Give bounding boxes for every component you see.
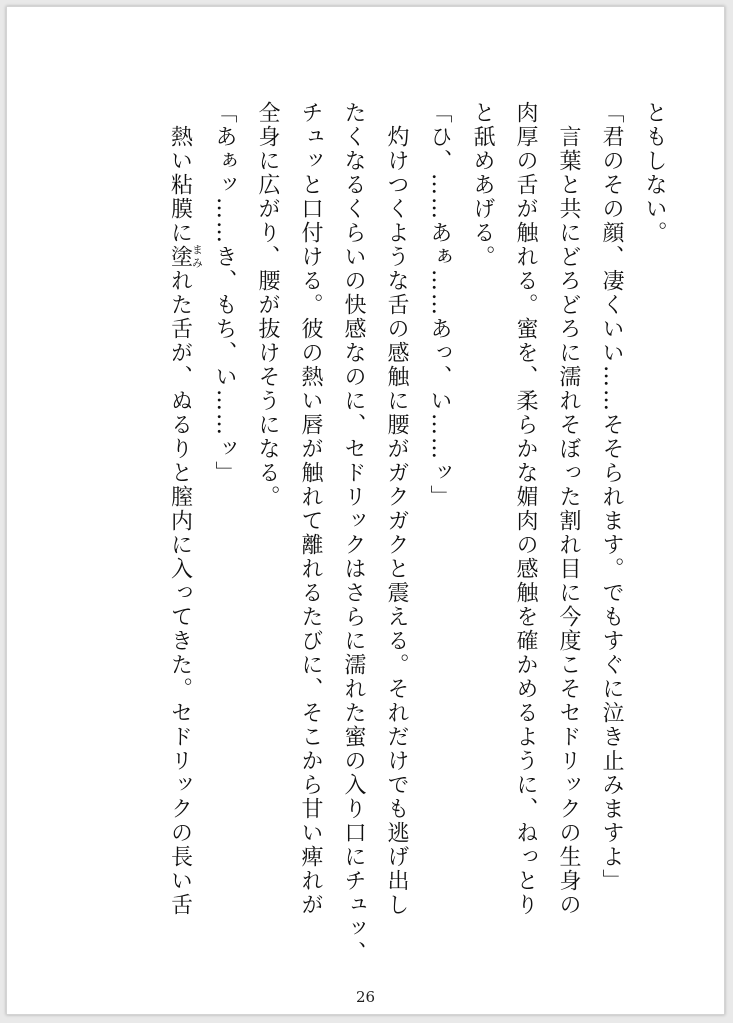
text-line-3: 言葉と共にどろどろに濡れそぼった割れ目に今度こそセドリックの生身の xyxy=(556,101,581,917)
text-line-6: 「ひ、……あぁ……あっ、い……ッ」 xyxy=(427,101,452,509)
text-line-12-before: 熱い粘膜に xyxy=(167,101,193,245)
text-line-12-after: れた舌が、ぬるりと膣内に入ってきた。セドリックの長い舌 xyxy=(167,269,193,917)
ruby-annotation xyxy=(167,244,204,270)
book-page xyxy=(6,6,725,1015)
text-line-7: 灼けつくような舌の感触に腰がガクガクと震える。それだけでも逃げ出し xyxy=(384,101,409,917)
text-line-11: 「あぁッ……き、もち、い……ッ」 xyxy=(212,101,237,485)
text-line-12 xyxy=(159,101,204,931)
text-line-8: たくなるくらいの快感なのに、セドリックはさらに濡れた蜜の入り口にチュッ、 xyxy=(341,101,366,965)
text-line-10: 全身に広がり、腰が抜けそうになる。 xyxy=(255,101,280,509)
ruby-base: 塗 xyxy=(167,244,193,270)
ruby-reading: まみ xyxy=(190,244,204,270)
vertical-text-body xyxy=(159,101,677,965)
text-line-5: と舐めあげる。 xyxy=(470,101,495,269)
text-line-4: 肉厚の舌が触れる。蜜を、柔らかな媚肉の感触を確かめるように、ねっとり xyxy=(513,101,538,917)
text-line-2: 「君のその顔、凄くいい……そそられます。でもすぐに泣き止みますよ」 xyxy=(599,101,624,893)
page-number: 26 xyxy=(355,988,376,1006)
text-line-1: ともしない。 xyxy=(642,101,667,245)
text-line-9: チュッと口付ける。彼の熱い唇が触れて離れるたびに、そこから甘い痺れが xyxy=(298,101,323,917)
